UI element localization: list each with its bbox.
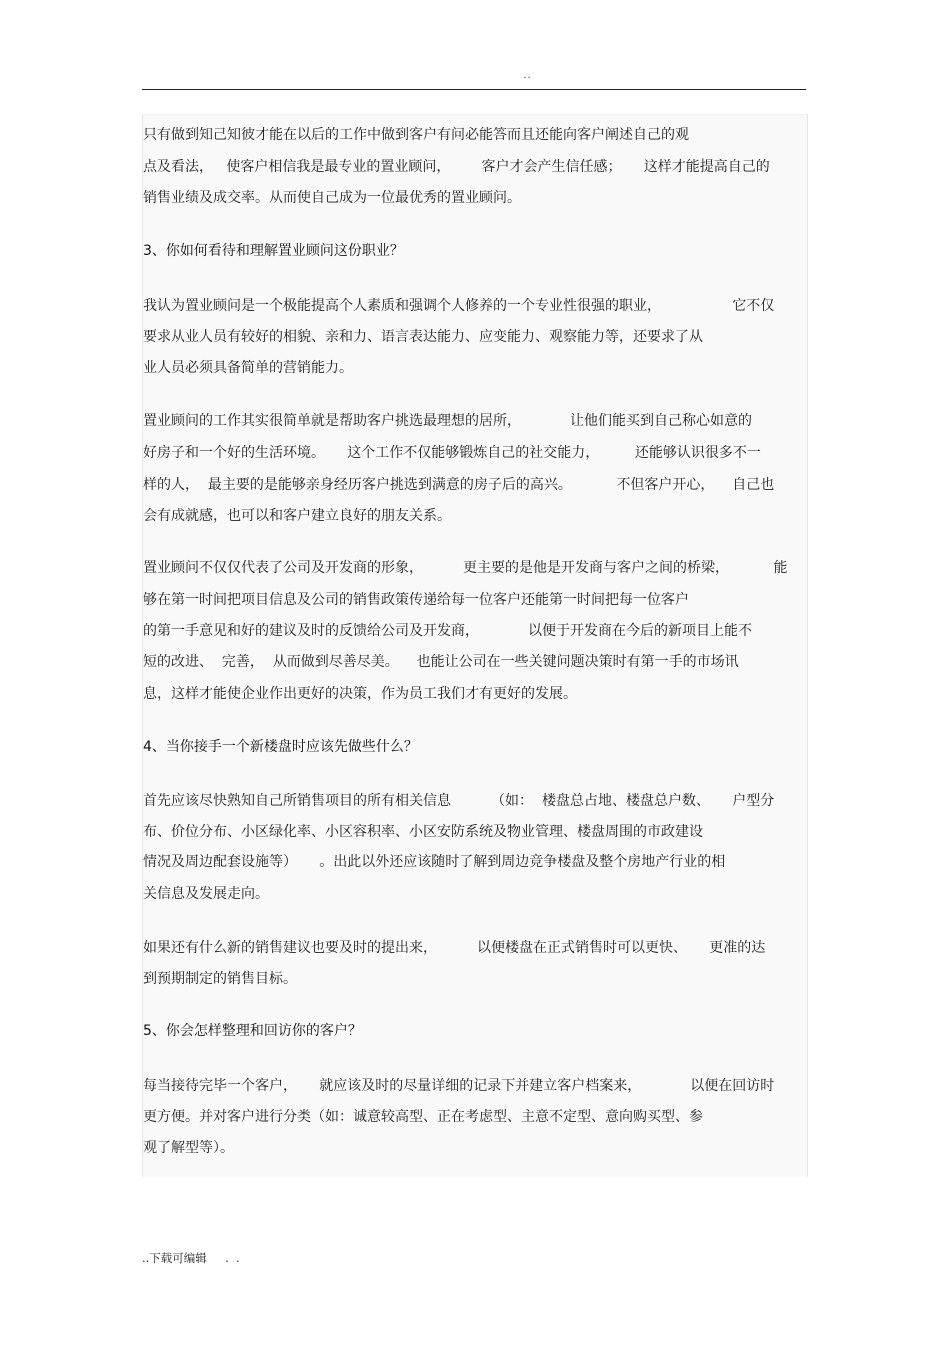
section-heading: 4、当你接手一个新楼盘时应该先做些什么？ [143,739,418,755]
text-line: 布、价位分布、小区绿化率、小区容积率、小区安防系统及物业管理、楼盘周围的市政建设 [143,824,703,840]
text-line: 关信息及发展走向。 [143,886,269,902]
text-line: 置业顾问不仅仅代表了公司及开发商的形象， 更主要的是他是开发商与客户之间的桥梁， 能 [143,560,788,576]
text-line: 每当接待完毕一个客户， 就应该及时的尽量详细的记录下并建立客户档案来， 以便在回访时 [143,1078,775,1094]
section-heading: 5、你会怎样整理和回访你的客户？ [143,1023,362,1039]
text-line: 够在第一时间把项目信息及公司的销售政策传递给每一位客户还能第一时间把每一位客户 [143,592,689,608]
text-line: 情况及周边配套设施等） 。出此以外还应该随时了解到周边竞争楼盘及整个房地产行业的相 [143,854,726,870]
section-heading: 3、你如何看待和理解置业顾问这份职业？ [143,243,404,259]
text-line: 息，这样才能使企业作出更好的决策，作为员工我们才有更好的发展。 [143,686,577,702]
text-line: 更方便。并对客户进行分类（如：诚意较高型、正在考虑型、主意不定型、意向购买型、参 [143,1109,703,1125]
text-line: 如果还有什么新的销售建议也要及时的提出来， 以便楼盘在正式销售时可以更快、 更准的达 [143,940,766,956]
text-line: 只有做到知己知彼才能在以后的工作中做到客户有问必能答而且还能向客户阐述自己的观 [143,127,689,143]
footer-note: ..下载可编辑 . . [142,1251,240,1265]
text-line: 置业顾问的工作其实很简单就是帮助客户挑选最理想的居所， 让他们能买到自己称心如意的 [143,413,752,429]
text-line: 的第一手意见和好的建议及时的反馈给公司及开发商， 以便于开发商在今后的新项目上能不 [143,623,752,639]
text-line: 观了解型等）。 [143,1140,234,1156]
text-line: 短的改进、 完善， 从而做到尽善尽美。 也能让公司在一些关键问题决策时有第一手的市场讯 [143,654,739,670]
text-line: 样的人， 最主要的是能够亲身经历客户挑选到满意的房子后的高兴。 不但客户开心， 自己也 [143,477,775,493]
text-line: 点及看法， 使客户相信我是最专业的置业顾问， 客户才会产生信任感； 这样才能提高自己的 [143,159,770,175]
content-panel [142,114,808,1177]
text-line: 要求从业人员有较好的相貌、亲和力、语言表达能力、应变能力、观察能力等，还要求了从 [143,329,703,345]
text-line: 业人员必须具备简单的营销能力。 [143,360,353,376]
text-line: 销售业绩及成交率。从而使自己成为一位最优秀的置业顾问。 [143,190,521,206]
text-line: 首先应该尽快熟知自己所销售项目的所有相关信息 （如： 楼盘总占地、楼盘总户数、 户型分 [143,793,775,809]
text-line: 好房子和一个好的生活环境。 这个工作不仅能够锻炼自己的社交能力， 还能够认识很多不一 [143,445,761,461]
text-line: 我认为置业顾问是一个极能提高个人素质和强调个人修养的一个专业性很强的职业， 它不仅 [143,298,775,314]
text-line: 会有成就感，也可以和客户建立良好的朋友关系。 [143,508,451,524]
header-mark: .. [523,70,532,81]
text-line: 到预期制定的销售目标。 [143,971,297,987]
header-rule [142,89,806,90]
